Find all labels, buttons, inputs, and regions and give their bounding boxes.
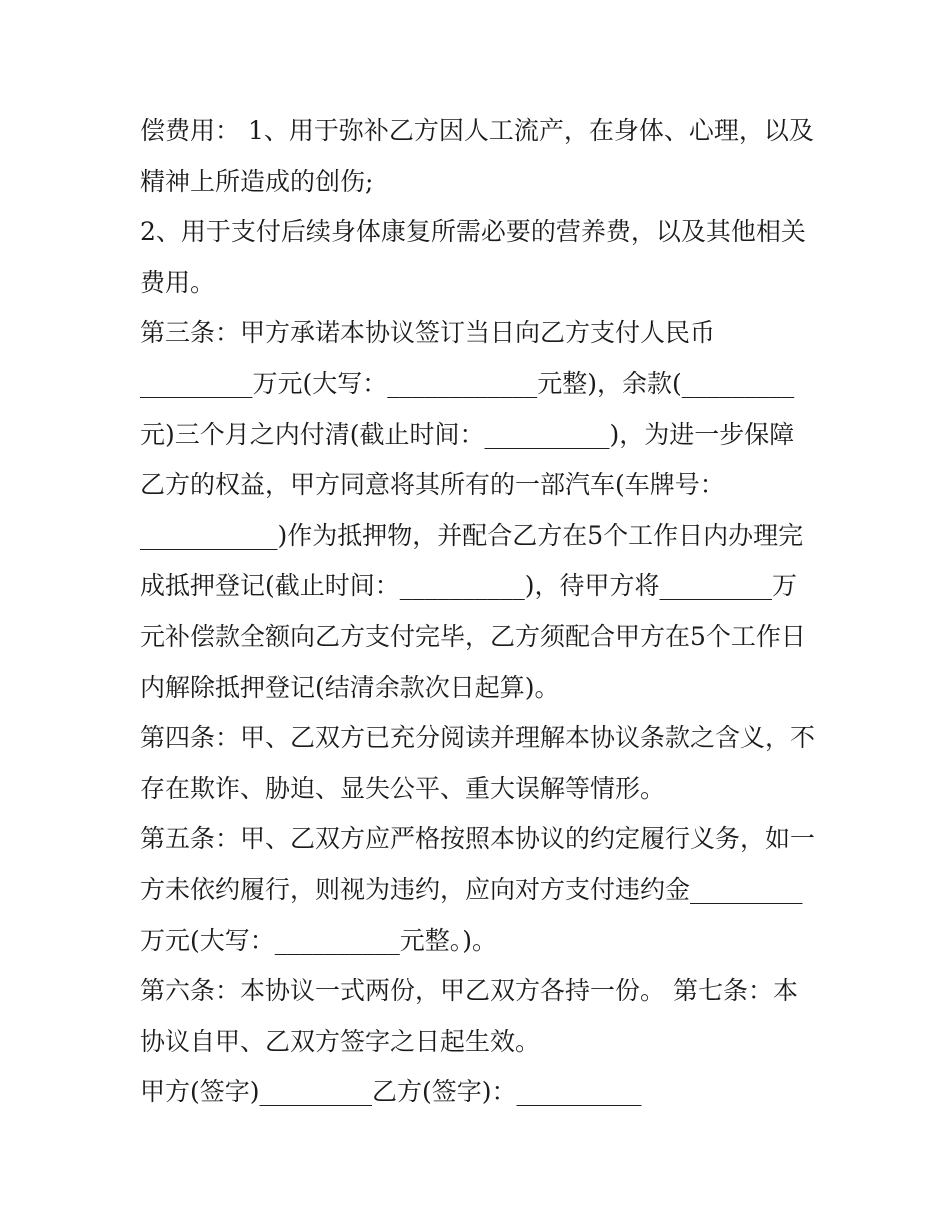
- text-line: 成抵押登记(截止时间：__________)，待甲方将_________万: [140, 571, 798, 601]
- article-6-heading-line: 第六条：本协议一式两份，甲乙双方各持一份。 第七条：本: [140, 976, 798, 1006]
- text-line: 协议自甲、乙双方签字之日起生效。: [140, 1026, 541, 1056]
- text-line: 存在欺诈、胁迫、显失公平、重大误解等情形。: [140, 773, 666, 803]
- signature-line: 甲方(签字)_________乙方(签字)：__________: [140, 1077, 642, 1107]
- article-4-heading-line: 第四条：甲、乙双方已充分阅读并理解本协议条款之含义，不: [140, 723, 816, 753]
- text-line: 元补偿款全额向乙方支付完毕，乙方须配合甲方在5个工作日: [140, 621, 806, 651]
- text-line: 偿费用： 1、用于弥补乙方因人工流产，在身体、心理，以及: [140, 116, 814, 145]
- text-line: 内解除抵押登记(结清余款次日起算)。: [140, 672, 560, 702]
- text-line: 乙方的权益，甲方同意将其所有的一部汽车(车牌号：: [140, 470, 725, 500]
- text-line: 元)三个月之内付清(截止时间：__________)，为进一步保障: [140, 419, 795, 449]
- text-line: 方未依约履行，则视为违约，应向对方支付违约金_________: [140, 874, 803, 904]
- text-line: ___________)作为抵押物，并配合乙方在5个工作日内办理完: [140, 520, 804, 550]
- article-3-heading-line: 第三条：甲方承诺本协议签订当日向乙方支付人民币: [140, 318, 716, 348]
- text-line: 费用。: [140, 267, 216, 297]
- text-line: _________万元(大写：____________元整)，余款(_________: [140, 368, 795, 398]
- article-5-heading-line: 第五条：甲、乙双方应严格按照本协议的约定履行义务，如一: [140, 824, 816, 854]
- text-line: 精神上所造成的创伤;: [140, 166, 374, 196]
- text-line: 万元(大写：__________元整。)。: [140, 925, 498, 955]
- text-line: 2、用于支付后续身体康复所需必要的营养费，以及其他相关: [140, 217, 806, 247]
- agreement-text: [140, 106, 820, 1118]
